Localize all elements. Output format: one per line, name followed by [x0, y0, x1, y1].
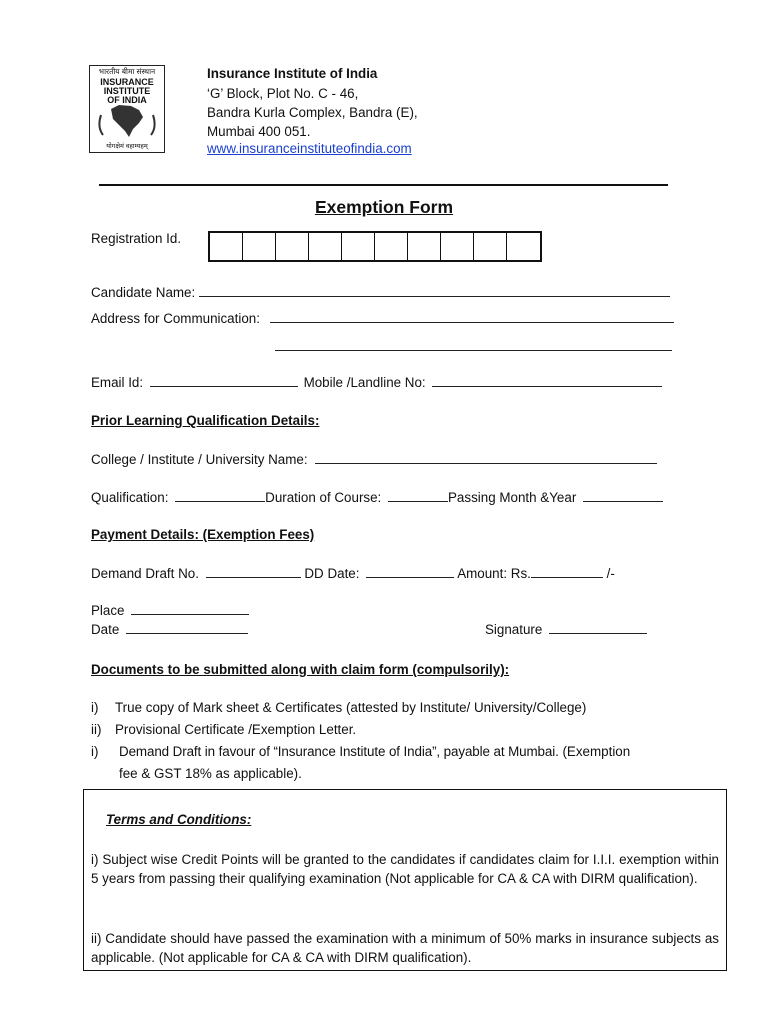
registration-id-box[interactable] — [408, 233, 441, 260]
duration-label: Duration of Course: — [265, 490, 382, 505]
amount-field[interactable] — [531, 566, 603, 578]
place-label: Place — [91, 603, 125, 618]
address-row — [91, 311, 674, 326]
logo-line-3: OF INDIA — [107, 95, 147, 105]
address-field-line-1[interactable] — [270, 311, 674, 323]
india-map-icon — [111, 105, 143, 137]
terms-box — [83, 789, 727, 971]
registration-id-box[interactable] — [342, 233, 375, 260]
address-row-2 — [275, 339, 672, 354]
registration-id-box[interactable] — [375, 233, 408, 260]
dd-date-field[interactable] — [366, 566, 454, 578]
duration-field[interactable] — [388, 490, 448, 502]
document-item-2 — [91, 722, 356, 737]
registration-id-boxes[interactable] — [208, 231, 542, 262]
contact-row — [91, 375, 662, 390]
form-title: Exemption Form — [314, 197, 454, 217]
date-row — [91, 622, 248, 637]
logo-hindi-top: भारतीय बीमा संस्थान — [98, 67, 156, 76]
address-field-line-2[interactable] — [275, 339, 672, 351]
registration-id-box[interactable] — [441, 233, 474, 260]
registration-id-box[interactable] — [243, 233, 276, 260]
document-item-3-main: Demand Draft in favour of “Insurance Institute of India”, payable at Mumbai. — [119, 744, 559, 759]
amount-suffix: /- — [606, 566, 615, 581]
laurel-left-icon — [99, 115, 103, 135]
college-label: College / Institute / University Name: — [91, 452, 308, 467]
candidate-name-field[interactable] — [199, 285, 670, 297]
payment-heading: Payment Details: (Exemption Fees) — [91, 527, 315, 542]
dd-no-field[interactable] — [206, 566, 301, 578]
email-field[interactable] — [150, 375, 298, 387]
laurel-right-icon — [151, 115, 155, 135]
logo-line-2: INSTITUTE — [103, 86, 151, 96]
passing-label: Passing Month &Year — [448, 490, 577, 505]
date-field[interactable] — [126, 622, 248, 634]
document-item-1 — [91, 700, 586, 715]
place-field[interactable] — [131, 603, 249, 615]
registration-id-box[interactable] — [309, 233, 342, 260]
institute-logo-emblem — [89, 65, 165, 153]
registration-id-box[interactable] — [507, 233, 540, 260]
terms-title: Terms and Conditions: — [106, 812, 252, 827]
document-item-3 — [91, 744, 630, 759]
document-item-2-num: ii) — [91, 722, 102, 737]
org-name: Insurance Institute of India — [207, 66, 378, 81]
logo-line-1: INSURANCE — [100, 77, 154, 87]
qualification-row — [91, 490, 663, 505]
signature-row — [485, 622, 647, 637]
address-label: Address for Communication: — [91, 311, 260, 326]
address-line-1: ‘G’ Block, Plot No. C - 46, — [207, 86, 359, 101]
registration-id-box[interactable] — [276, 233, 309, 260]
prior-learning-heading: Prior Learning Qualification Details: — [91, 413, 320, 428]
terms-paragraph-2: ii) Candidate should have passed the examination with a minimum of 50% marks in insurance subjects as applicable. (Not applicable for CA & CA with DIRM qualification). — [91, 931, 719, 965]
document-item-3-cont: fee & GST 18% as applicable). — [119, 766, 302, 781]
place-row — [91, 603, 249, 618]
header-divider — [99, 184, 668, 186]
logo-motto: योगक्षेमं वहाम्यहम् — [106, 143, 148, 150]
registration-label: Registration Id. — [91, 231, 182, 246]
date-label: Date — [91, 622, 120, 637]
website-link[interactable]: www.insuranceinstituteofindia.com — [207, 141, 412, 156]
document-item-1-text: True copy of Mark sheet & Certificates (attested by Institute/ University/College) — [115, 700, 587, 715]
amount-label: Amount: Rs. — [457, 566, 531, 581]
candidate-name-row — [91, 285, 670, 300]
email-label: Email Id: — [91, 375, 144, 390]
passing-field[interactable] — [583, 490, 663, 502]
college-field[interactable] — [315, 452, 657, 464]
document-item-3-note: (Exemption — [562, 744, 631, 759]
mobile-field[interactable] — [432, 375, 662, 387]
candidate-name-label: Candidate Name: — [91, 285, 196, 300]
institute-logo — [89, 65, 165, 153]
signature-label: Signature — [485, 622, 543, 637]
document-item-1-num: i) — [91, 700, 99, 715]
signature-field[interactable] — [549, 622, 647, 634]
registration-id-box[interactable] — [474, 233, 507, 260]
address-line-2: Bandra Kurla Complex, Bandra (E), — [207, 105, 418, 120]
mobile-label: Mobile /Landline No: — [303, 375, 426, 390]
qualification-field[interactable] — [175, 490, 265, 502]
address-line-3: Mumbai 400 051. — [207, 124, 311, 139]
payment-row — [91, 566, 615, 581]
college-row — [91, 452, 657, 467]
registration-id-box[interactable] — [210, 233, 243, 260]
qualification-label: Qualification: — [91, 490, 169, 505]
dd-no-label: Demand Draft No. — [91, 566, 199, 581]
document-item-3-num: i) — [91, 744, 99, 759]
documents-heading: Documents to be submitted along with claim form (compulsorily): — [91, 662, 510, 677]
document-item-2-text: Provisional Certificate /Exemption Letter. — [115, 722, 357, 737]
terms-paragraph-1: i) Subject wise Credit Points will be granted to the candidates if candidates claim for I.I.I. exemption within 5 years from passing their qualifying examination (Not applicable for CA & CA with DIRM qualification). — [91, 852, 719, 886]
dd-date-label: DD Date: — [304, 566, 360, 581]
